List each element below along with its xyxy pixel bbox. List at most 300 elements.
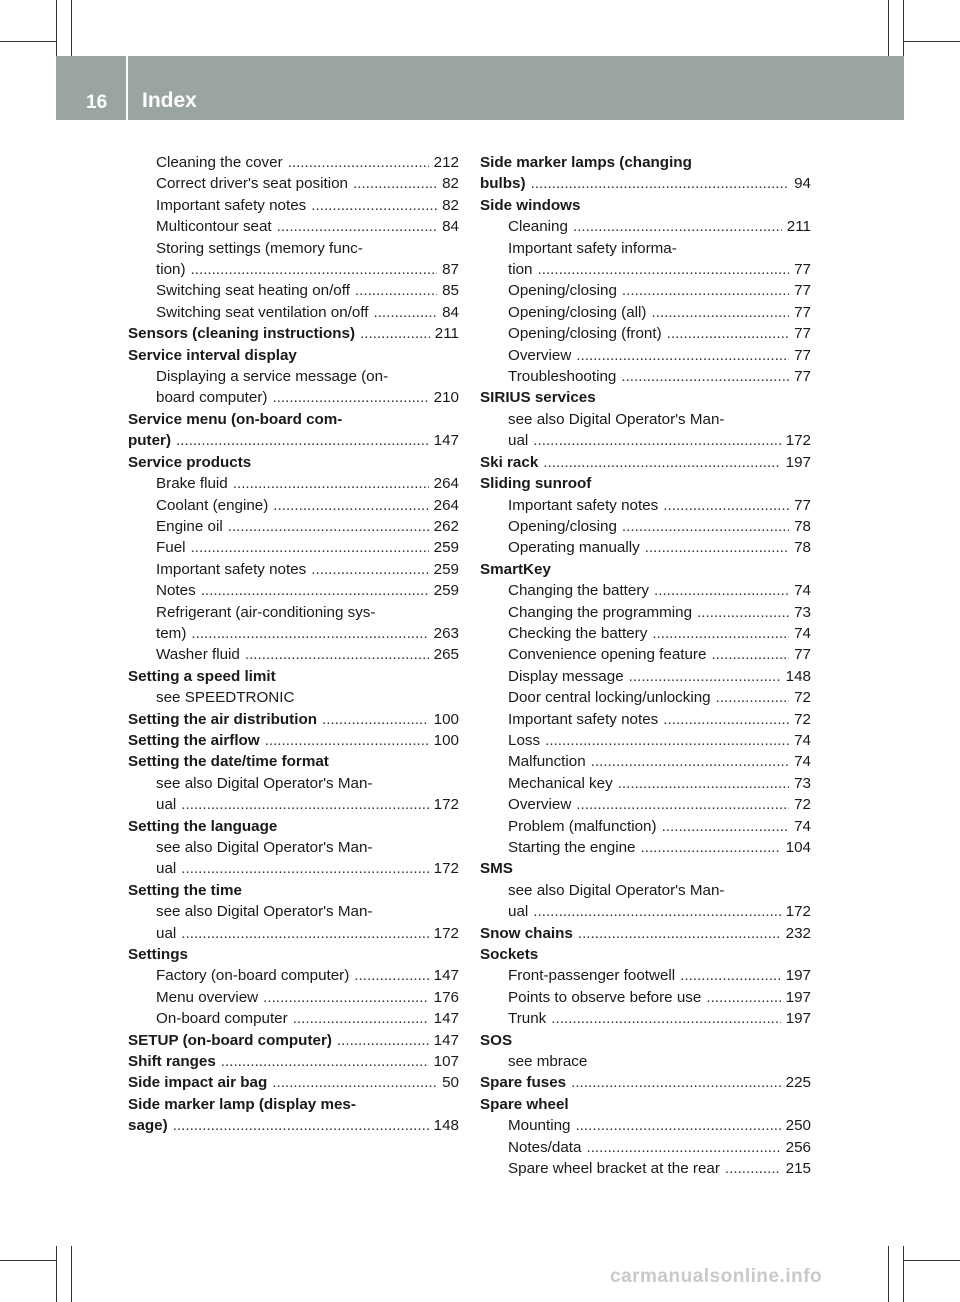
index-term: Problem (malfunction) [508, 817, 657, 835]
index-line [128, 1008, 459, 1029]
index-entry [128, 323, 459, 344]
index-entry [128, 965, 459, 986]
index-line [480, 1008, 811, 1029]
index-line [128, 965, 459, 986]
index-line [480, 837, 811, 858]
index-entry [480, 1158, 811, 1179]
index-entry [128, 537, 459, 558]
page-ref: 100 [433, 731, 459, 749]
index-entry [480, 858, 811, 879]
index-entry [480, 666, 811, 687]
page-ref: 265 [433, 646, 459, 664]
index-entry [128, 644, 459, 665]
index-term: Important safety notes [156, 196, 307, 214]
leader-dots [538, 259, 790, 280]
index-line [128, 858, 459, 879]
index-term: Front-passenger footwell [508, 967, 676, 985]
index-line [480, 901, 811, 922]
index-entry [480, 152, 811, 195]
index-line [480, 623, 811, 644]
index-term: see also Digital Operator's Man- [156, 903, 373, 921]
index-term: see mbrace [508, 1053, 588, 1071]
index-term: Storing settings (memory func- [156, 239, 363, 257]
index-entry [480, 751, 811, 772]
leader-dots [245, 644, 429, 665]
index-entry [480, 473, 811, 494]
index-entry [128, 1094, 459, 1137]
index-term: Setting the airflow [128, 731, 260, 749]
index-term: Important safety notes [508, 710, 659, 728]
page-ref: 74 [794, 817, 811, 835]
index-line [128, 495, 459, 516]
leader-dots [622, 516, 789, 537]
leader-dots [181, 794, 428, 815]
index-term: Changing the battery [508, 582, 650, 600]
index-entry [480, 323, 811, 344]
index-line [480, 1115, 811, 1136]
crop-mark [71, 0, 72, 56]
index-term: Service menu (on-board com- [128, 410, 343, 428]
index-line [128, 709, 459, 730]
leader-dots [697, 602, 789, 623]
leader-dots [576, 794, 789, 815]
index-term: see also Digital Operator's Man- [156, 774, 373, 792]
index-term: Fuel [156, 539, 186, 557]
leader-dots [191, 259, 438, 280]
index-entry [128, 1008, 459, 1029]
leader-dots [618, 773, 789, 794]
crop-mark [56, 0, 57, 56]
page-ref: 211 [434, 325, 459, 343]
index-term: puter) [128, 432, 172, 450]
index-entry [480, 923, 811, 944]
index-term: Overview [508, 346, 572, 364]
index-entry [480, 1115, 811, 1136]
index-entry [480, 1008, 811, 1029]
index-line [480, 794, 811, 815]
index-term: ual [508, 903, 529, 921]
index-line [128, 516, 459, 537]
index-line [480, 537, 811, 558]
page-ref: 147 [433, 1010, 459, 1028]
index-entry [480, 1051, 811, 1072]
index-line [128, 387, 459, 408]
page-ref: 74 [794, 753, 811, 771]
index-term: Displaying a service message (on- [156, 368, 389, 386]
index-term: Side marker lamps (changing [480, 154, 692, 171]
index-line [128, 730, 459, 751]
index-term: Spare wheel bracket at the rear [508, 1160, 720, 1178]
index-line [480, 259, 811, 280]
index-term: Menu overview [156, 988, 259, 1006]
index-line [128, 1072, 459, 1093]
index-entry [128, 709, 459, 730]
index-line [480, 302, 811, 323]
index-term: Opening/closing [508, 282, 617, 300]
index-entry [128, 816, 459, 837]
page-ref: 210 [433, 389, 459, 407]
crop-mark [888, 0, 889, 56]
leader-dots [531, 173, 790, 194]
index-term: Refrigerant (air-conditioning sys- [156, 603, 376, 621]
index-term: see also Digital Operator's Man- [508, 410, 725, 428]
leader-dots [176, 430, 429, 451]
page-ref: 259 [433, 539, 459, 557]
leader-dots [322, 709, 429, 730]
index-entry [128, 473, 459, 494]
index-entry [480, 195, 811, 216]
page-ref: 77 [794, 646, 811, 664]
index-line [128, 1030, 459, 1051]
index-line [480, 1158, 811, 1179]
leader-dots [651, 302, 789, 323]
page-ref: 215 [785, 1160, 811, 1178]
page-ref: 212 [433, 154, 459, 171]
index-term: Spare wheel [480, 1095, 569, 1113]
index-entry [480, 709, 811, 730]
index-entry [128, 1051, 459, 1072]
index-entry [480, 623, 811, 644]
index-term: Notes/data [508, 1138, 582, 1156]
index-entry [480, 644, 811, 665]
index-entry [128, 345, 459, 366]
crop-mark [71, 1246, 72, 1302]
index-line [128, 473, 459, 494]
index-entry [480, 794, 811, 815]
leader-dots [680, 965, 781, 986]
index-term: SETUP (on-board computer) [128, 1031, 332, 1049]
leader-dots [667, 323, 789, 344]
index-entry [480, 559, 811, 580]
index-entry [480, 1137, 811, 1158]
leader-dots [533, 430, 780, 451]
page-ref: 77 [794, 303, 811, 321]
index-term: Multicontour seat [156, 218, 272, 236]
page-ref: 94 [794, 175, 811, 193]
leader-dots [662, 816, 790, 837]
leader-dots [586, 1137, 780, 1158]
index-entry [128, 216, 459, 237]
index-entry [480, 452, 811, 473]
leader-dots [575, 1115, 780, 1136]
index-term: Correct driver's seat position [156, 175, 348, 193]
index-term: SIRIUS services [480, 389, 596, 407]
index-line [480, 173, 811, 194]
page-ref: 147 [433, 1031, 459, 1049]
page-ref: 259 [433, 560, 459, 578]
index-term: Cleaning [508, 218, 568, 236]
leader-dots [641, 837, 781, 858]
index-term: see SPEEDTRONIC [156, 689, 295, 707]
index-entry [128, 773, 459, 816]
index-line [128, 644, 459, 665]
index-term: On-board computer [156, 1010, 288, 1028]
leader-dots [288, 152, 429, 173]
page-ref: 197 [785, 967, 811, 985]
leader-dots [181, 858, 428, 879]
index-term: Washer fluid [156, 646, 240, 664]
index-entry [480, 387, 811, 408]
index-line [480, 666, 811, 687]
leader-dots [173, 1115, 429, 1136]
page-ref: 172 [433, 860, 459, 878]
index-entry [128, 751, 459, 772]
page-ref: 172 [785, 903, 811, 921]
index-line [480, 816, 811, 837]
page-ref: 50 [442, 1074, 459, 1092]
page-ref: 77 [794, 368, 811, 386]
page-ref: 225 [785, 1074, 811, 1092]
page-ref: 104 [785, 839, 811, 856]
index-term: Setting the language [128, 817, 278, 835]
leader-dots [360, 323, 430, 344]
page-title: Index [142, 89, 197, 112]
index-term: Spare fuses [480, 1074, 567, 1092]
index-term: Troubleshooting [508, 368, 617, 386]
leader-dots [663, 709, 789, 730]
index-entry [128, 238, 459, 281]
index-term: tion [508, 261, 533, 279]
crop-mark [0, 41, 56, 42]
index-line [480, 965, 811, 986]
index-entry [480, 602, 811, 623]
index-entry [480, 409, 811, 452]
index-term: Factory (on-board computer) [156, 967, 350, 985]
index-term: Cleaning the cover [156, 154, 283, 171]
index-column-right [480, 152, 811, 1180]
index-term: SOS [480, 1031, 513, 1049]
leader-dots [233, 473, 429, 494]
index-entry [128, 687, 459, 708]
page-ref: 172 [433, 796, 459, 814]
leader-dots [277, 216, 437, 237]
index-entry [128, 944, 459, 965]
index-term: Sensors (cleaning instructions) [128, 325, 356, 343]
index-line [128, 173, 459, 194]
page-ref: 87 [442, 261, 459, 279]
index-entry [480, 837, 811, 858]
page-ref: 262 [433, 517, 459, 535]
leader-dots [181, 923, 428, 944]
index-line [128, 430, 459, 451]
page-ref: 264 [433, 475, 459, 493]
index-term: Setting a speed limit [128, 667, 276, 685]
index-entry [480, 302, 811, 323]
page-ref: 263 [433, 624, 459, 642]
page-ref: 197 [785, 1010, 811, 1028]
page-ref: 72 [794, 689, 811, 707]
index-term: Opening/closing (front) [508, 325, 662, 343]
leader-dots [629, 666, 781, 687]
index-line [480, 495, 811, 516]
index-term: Loss [508, 731, 541, 749]
index-term: see also Digital Operator's Man- [156, 839, 373, 856]
index-line [480, 923, 811, 944]
index-term: Points to observe before use [508, 988, 702, 1006]
index-entry [480, 366, 811, 387]
index-line [128, 580, 459, 601]
watermark: carmanualsonline.info [610, 1266, 823, 1287]
leader-dots [711, 644, 789, 665]
index-term: Coolant (engine) [156, 496, 269, 514]
index-line [128, 537, 459, 558]
page-ref: 259 [433, 582, 459, 600]
page-ref: 72 [794, 796, 811, 814]
index-line [480, 430, 811, 451]
index-line [128, 1051, 459, 1072]
index-line [128, 216, 459, 237]
index-line [480, 602, 811, 623]
index-entry [128, 837, 459, 880]
leader-dots [272, 1072, 437, 1093]
index-term: tem) [156, 624, 187, 642]
index-entry [480, 965, 811, 986]
index-line [480, 687, 811, 708]
index-term: ual [156, 924, 177, 942]
index-line [480, 751, 811, 772]
index-entry [128, 580, 459, 601]
index-term: Opening/closing [508, 517, 617, 535]
index-line [128, 302, 459, 323]
page-number: 16 [86, 92, 108, 113]
index-line [128, 987, 459, 1008]
leader-dots [591, 751, 789, 772]
index-term: Checking the battery [508, 624, 648, 642]
index-line [480, 516, 811, 537]
leader-dots [725, 1158, 781, 1179]
index-entry [480, 1072, 811, 1093]
page-ref: 77 [794, 346, 811, 364]
index-term: Service products [128, 453, 252, 471]
leader-dots [652, 623, 789, 644]
index-line [480, 345, 811, 366]
index-entry [480, 216, 811, 237]
page-ref: 82 [442, 196, 459, 214]
index-term: Notes [156, 582, 196, 600]
index-entry [480, 537, 811, 558]
leader-dots [716, 687, 789, 708]
index-line [480, 580, 811, 601]
page-ref: 172 [785, 432, 811, 450]
index-line [128, 323, 459, 344]
index-term: Setting the time [128, 881, 242, 899]
leader-dots [545, 730, 789, 751]
index-term: Starting the engine [508, 839, 636, 856]
page-ref: 100 [433, 710, 459, 728]
index-entry [128, 495, 459, 516]
leader-dots [533, 901, 780, 922]
page-ref: 73 [794, 603, 811, 621]
index-term: board computer) [156, 389, 268, 407]
leader-dots [654, 580, 789, 601]
index-entry [128, 901, 459, 944]
leader-dots [221, 1051, 429, 1072]
index-line [480, 323, 811, 344]
index-term: Convenience opening feature [508, 646, 707, 664]
index-entry [128, 302, 459, 323]
index-entry [128, 666, 459, 687]
index-line [128, 1115, 459, 1136]
index-term: ual [156, 860, 177, 878]
page-ref: 197 [785, 453, 811, 471]
index-term: Mechanical key [508, 774, 613, 792]
page-ref: 172 [433, 924, 459, 942]
leader-dots [355, 280, 437, 301]
index-term: Side windows [480, 196, 581, 214]
index-entry [480, 987, 811, 1008]
index-line [480, 366, 811, 387]
index-entry [480, 880, 811, 923]
index-term: Display message [508, 667, 624, 685]
index-term: Opening/closing (all) [508, 303, 647, 321]
index-line [480, 280, 811, 301]
index-entry [128, 1072, 459, 1093]
page-ref: 84 [442, 218, 459, 236]
leader-dots [578, 923, 781, 944]
leader-dots [551, 1008, 780, 1029]
page-ref: 73 [794, 774, 811, 792]
index-line [128, 152, 459, 173]
leader-dots [293, 1008, 429, 1029]
leader-dots [621, 366, 789, 387]
index-term: Switching seat heating on/off [156, 282, 350, 300]
crop-mark [0, 1260, 56, 1261]
page-ref: 77 [794, 282, 811, 300]
leader-dots [311, 559, 428, 580]
header-divider [126, 56, 128, 120]
index-entry [128, 730, 459, 751]
index-entry [480, 516, 811, 537]
page-ref: 78 [794, 539, 811, 557]
page-ref: 148 [433, 1117, 459, 1135]
leader-dots [337, 1030, 429, 1051]
index-line [480, 644, 811, 665]
index-line [480, 730, 811, 751]
page-ref: 84 [442, 303, 459, 321]
index-term: Sliding sunroof [480, 475, 592, 493]
index-entry [128, 195, 459, 216]
leader-dots [272, 387, 428, 408]
leader-dots [191, 623, 428, 644]
index-entry [128, 880, 459, 901]
page-ref: 77 [794, 261, 811, 279]
index-term: Malfunction [508, 753, 586, 771]
leader-dots [573, 216, 782, 237]
page-ref: 256 [785, 1138, 811, 1156]
leader-dots [273, 495, 428, 516]
index-term: Settings [128, 946, 188, 964]
index-entry [128, 366, 459, 409]
leader-dots [263, 987, 429, 1008]
index-line [128, 794, 459, 815]
index-term: Engine oil [156, 517, 223, 535]
index-term: Side marker lamp (display mes- [128, 1095, 356, 1113]
page-ref: 74 [794, 624, 811, 642]
index-entry [128, 452, 459, 473]
page-ref: 147 [433, 967, 459, 985]
leader-dots [311, 195, 437, 216]
page-ref: 176 [433, 988, 459, 1006]
leader-dots [353, 173, 437, 194]
index-term: Important safety notes [508, 496, 659, 514]
index-entry [128, 280, 459, 301]
index-line [128, 280, 459, 301]
index-term: SMS [480, 860, 513, 878]
crop-mark [903, 1246, 904, 1302]
page-ref: 78 [794, 517, 811, 535]
page-ref: 250 [785, 1117, 811, 1135]
page-ref: 232 [785, 924, 811, 942]
